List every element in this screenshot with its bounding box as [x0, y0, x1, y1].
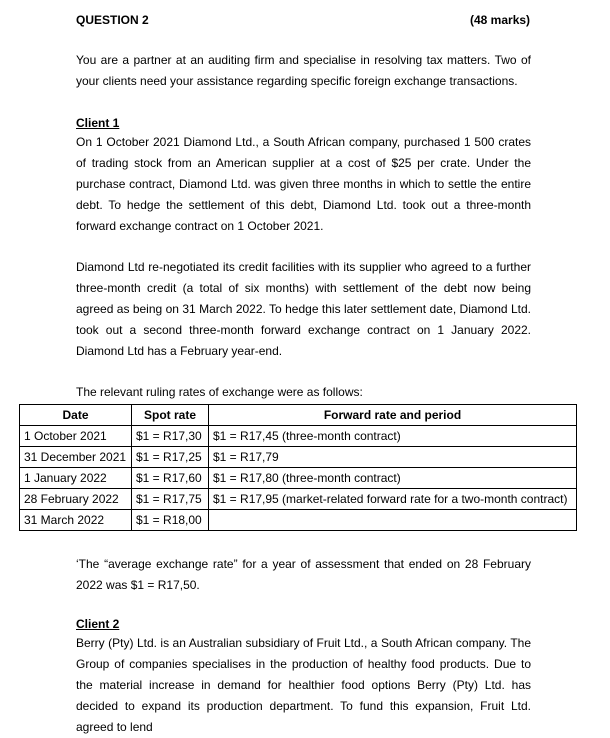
client1-paragraph-1: On 1 October 2021 Diamond Ltd., a South African company, purchased 1 500 crates of trading stock from an American supplier at a cost of $25 per crate. Under the purchase contract, Diamond Ltd. was given three months in which to settle the entire debt. To hedge the settlement of this debt, Diamond Ltd. took out a three-month forward exchange contract on 1 October 2021.: [76, 135, 531, 233]
table-row: [20, 489, 577, 510]
exchange-rates-table: [19, 404, 577, 531]
client2-paragraph-1: Berry (Pty) Ltd. is an Australian subsidiary of Fruit Ltd., a South African company. The Group of companies specialises in the production of healthy food products. Due to the material increase in demand for healthier food options Berry (Pty) Ltd. has decided to expand its production department. To fund this expansion, Fruit Ltd. agreed to lend: [76, 636, 531, 734]
cell-date: 1 October 2021: [20, 426, 132, 447]
cell-date: 31 December 2021: [20, 447, 132, 468]
cell-date: 1 January 2022: [20, 468, 132, 489]
question-marks: (48 marks): [470, 13, 531, 27]
cell-forward-rate: $1 = R17,79: [209, 447, 577, 468]
cell-forward-rate: $1 = R17,95 (market-related forward rate for a two-month contract): [209, 489, 577, 510]
average-rate-paragraph: ‘The “average exchange rate” for a year of assessment that ended on 28 February 2022 was $1 = R17,50.: [76, 557, 531, 592]
client1-paragraph-2: Diamond Ltd re-negotiated its credit facilities with its supplier who agreed to a further three-month credit (a total of six months) with settlement of the debt now being agreed as being on 31 March 2022. To hedge this later settlement date, Diamond Ltd. took out a second three-month forward exchange contract on 1 January 2022. Diamond Ltd has a February year-end.: [76, 260, 531, 358]
table-row: [20, 447, 577, 468]
header-forward-rate: Forward rate and period: [209, 405, 577, 426]
client2-heading: Client 2: [76, 617, 120, 631]
header-spot-rate: Spot rate: [132, 405, 209, 426]
cell-spot-rate: $1 = R17,75: [132, 489, 209, 510]
table-header-row: [20, 405, 577, 426]
client1-heading: Client 1: [76, 116, 120, 130]
cell-date: 31 March 2022: [20, 510, 132, 531]
cell-date: 28 February 2022: [20, 489, 132, 510]
table-row: [20, 426, 577, 447]
question-title: QUESTION 2: [76, 13, 149, 27]
cell-spot-rate: $1 = R18,00: [132, 510, 209, 531]
rates-intro: The relevant ruling rates of exchange were as follows:: [76, 385, 363, 399]
cell-spot-rate: $1 = R17,60: [132, 468, 209, 489]
intro-paragraph: You are a partner at an auditing firm and specialise in resolving tax matters. Two of your clients need your assistance regarding specific foreign exchange transactions.: [76, 53, 531, 88]
cell-spot-rate: $1 = R17,30: [132, 426, 209, 447]
cell-forward-rate: [209, 510, 577, 531]
header-date: Date: [20, 405, 132, 426]
table-row: [20, 510, 577, 531]
cell-forward-rate: $1 = R17,45 (three-month contract): [209, 426, 577, 447]
table-row: [20, 468, 577, 489]
cell-forward-rate: $1 = R17,80 (three-month contract): [209, 468, 577, 489]
cell-spot-rate: $1 = R17,25: [132, 447, 209, 468]
